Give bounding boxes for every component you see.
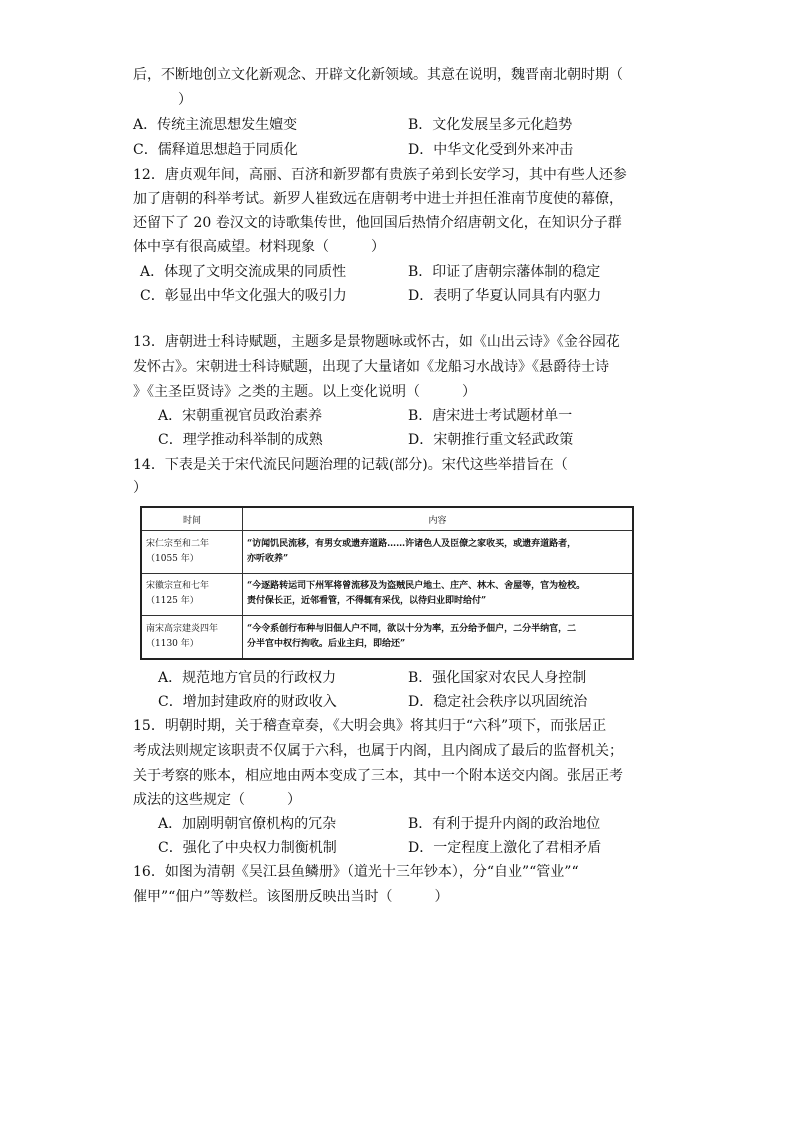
q16-line-2: 催甲”“佃户”等数栏。该图册反映出当时（ ）	[133, 889, 449, 905]
q12-line-4: 体中享有很高威望。材料现象（ ）	[133, 239, 385, 255]
q11-option-b[interactable]: B．文化发展呈多元化趋势	[408, 117, 573, 133]
table-cell-content	[243, 573, 634, 616]
q13-line-1: 13．唐朝进士科诗赋题，主题多是景物题咏或怀古，如《山出云诗》《金谷园花	[133, 334, 620, 350]
q15-line-2: 考成法则规定该职责不仅属于六科，也属于内阁，且内阁成了最后的监督机关；	[133, 743, 623, 759]
q15-line-3: 关于考察的账本，相应地由两本变成了三本，其中一个附本送交内阁。张居正考	[133, 768, 623, 784]
q11-line-2: ）	[178, 92, 192, 108]
q15-option-b[interactable]: B．有利于提升内阁的政治地位	[408, 816, 601, 832]
q11-line-1: 后，不断地创立文化新观念、开辟文化新领域。其意在说明，魏晋南北朝时期（	[133, 67, 623, 83]
q12-option-a[interactable]: A．体现了文明交流成果的同质性	[140, 264, 347, 280]
q15-option-d[interactable]: D．一定程度上激化了君相矛盾	[408, 840, 602, 856]
time-line: （1055 年）	[146, 553, 199, 564]
table-cell-time	[141, 531, 243, 574]
q12-option-d[interactable]: D．表明了华夏认同具有内驱力	[408, 288, 602, 304]
table-row	[141, 616, 633, 659]
table-header-row	[141, 507, 633, 531]
q12-line-2: 加了唐朝的科举考试。新罗人崔致远在唐朝考中进士并担任淮南节度使的幕僚，	[133, 191, 623, 207]
table-row	[141, 531, 633, 574]
q11-option-d[interactable]: D．中华文化受到外来冲击	[408, 142, 574, 158]
content-line: 分半官中权行拘收。后业主归，即给还”	[247, 639, 406, 650]
content-line: “今逐路转运司下州军将曾流移及为盗贼民户地土、庄产、林木、舍屋等，官为检校。	[247, 581, 586, 592]
table-cell-content	[243, 531, 634, 574]
q15-option-a[interactable]: A．加剧明朝官僚机构的冗杂	[158, 816, 337, 832]
q13-option-c[interactable]: C．理学推动科举制的成熟	[158, 432, 323, 448]
q13-line-2: 发怀古》。宋朝进士科诗赋题，出现了大量诸如《龙船习水战诗》《悬爵待士诗	[133, 359, 609, 375]
q15-line-1: 15．明朝时期，关于稽查章奏，《大明会典》将其归于“六科”项下，而张居正	[133, 718, 607, 734]
q13-option-d[interactable]: D．宋朝推行重文轻武政策	[408, 432, 574, 448]
table-cell-content	[243, 616, 634, 659]
q16-line-1: 16．如图为清朝《吴江县鱼鳞册》（道光十三年钞本），分“自业”“管业”“	[133, 864, 579, 880]
time-line: 南宋高宗建炎四年	[146, 624, 219, 635]
time-line: 宋仁宗至和二年	[146, 538, 210, 549]
q14-line-1: 14．下表是关于宋代流民问题治理的记载(部分)。宋代这些举措旨在（	[133, 457, 568, 473]
content-line: 亦听收养”	[247, 553, 289, 564]
q15-line-4: 成法的这些规定（ ）	[133, 792, 301, 808]
table-cell-time	[141, 616, 243, 659]
content-line: 责付保长正，近邻看管，不得辄有采伐，以待归业即时给付”	[247, 596, 487, 607]
q12-option-b[interactable]: B．印证了唐朝宗藩体制的稳定	[408, 264, 601, 280]
q13-option-b[interactable]: B．唐宋进士考试题材单一	[408, 408, 573, 424]
q12-line-1: 12．唐贞观年间，高丽、百济和新罗都有贵族子弟到长安学习，其中有些人还参	[133, 167, 627, 183]
q13-line-3: 》《主圣臣贤诗》之类的主题。以上变化说明（ ）	[133, 384, 476, 400]
q14-option-b[interactable]: B．强化国家对农民人身控制	[408, 670, 587, 686]
q14-option-d[interactable]: D．稳定社会秩序以巩固统治	[408, 694, 588, 710]
q13-option-a[interactable]: A．宋朝重视官员政治素养	[158, 408, 323, 424]
time-line: 宋徽宗宣和七年	[146, 581, 210, 592]
q14-table	[140, 506, 634, 660]
table-cell-time	[141, 573, 243, 616]
table-header-time: 时间	[141, 507, 243, 531]
time-line: （1130 年）	[146, 639, 199, 650]
q14-line-2: ）	[133, 480, 147, 496]
table-row	[141, 573, 633, 616]
q12-option-c[interactable]: C．彰显出中华文化强大的吸引力	[140, 288, 347, 304]
table-header-content: 内容	[243, 507, 634, 531]
q14-option-c[interactable]: C．增加封建政府的财政收入	[158, 694, 337, 710]
time-line: （1125 年）	[146, 596, 199, 607]
q11-option-a[interactable]: A．传统主流思想发生嬗变	[133, 117, 298, 133]
content-line: “访闻饥民流移，有男女或遗弃道路……许诸色人及臣僚之家收买，或遗弃道路者，	[247, 538, 577, 549]
q12-line-3: 还留下了 20 卷汉文的诗歌集传世，他回国后热情介绍唐朝文化，在知识分子群	[133, 215, 622, 231]
q11-option-c[interactable]: C．儒释道思想趋于同质化	[133, 142, 298, 158]
content-line: “今令系创行布种与旧佃人户不同，欲以十分为率，五分给予佃户，二分半纳官，二	[247, 624, 577, 635]
q14-option-a[interactable]: A．规范地方官员的行政权力	[158, 670, 337, 686]
q15-option-c[interactable]: C．强化了中央权力制衡机制	[158, 840, 337, 856]
